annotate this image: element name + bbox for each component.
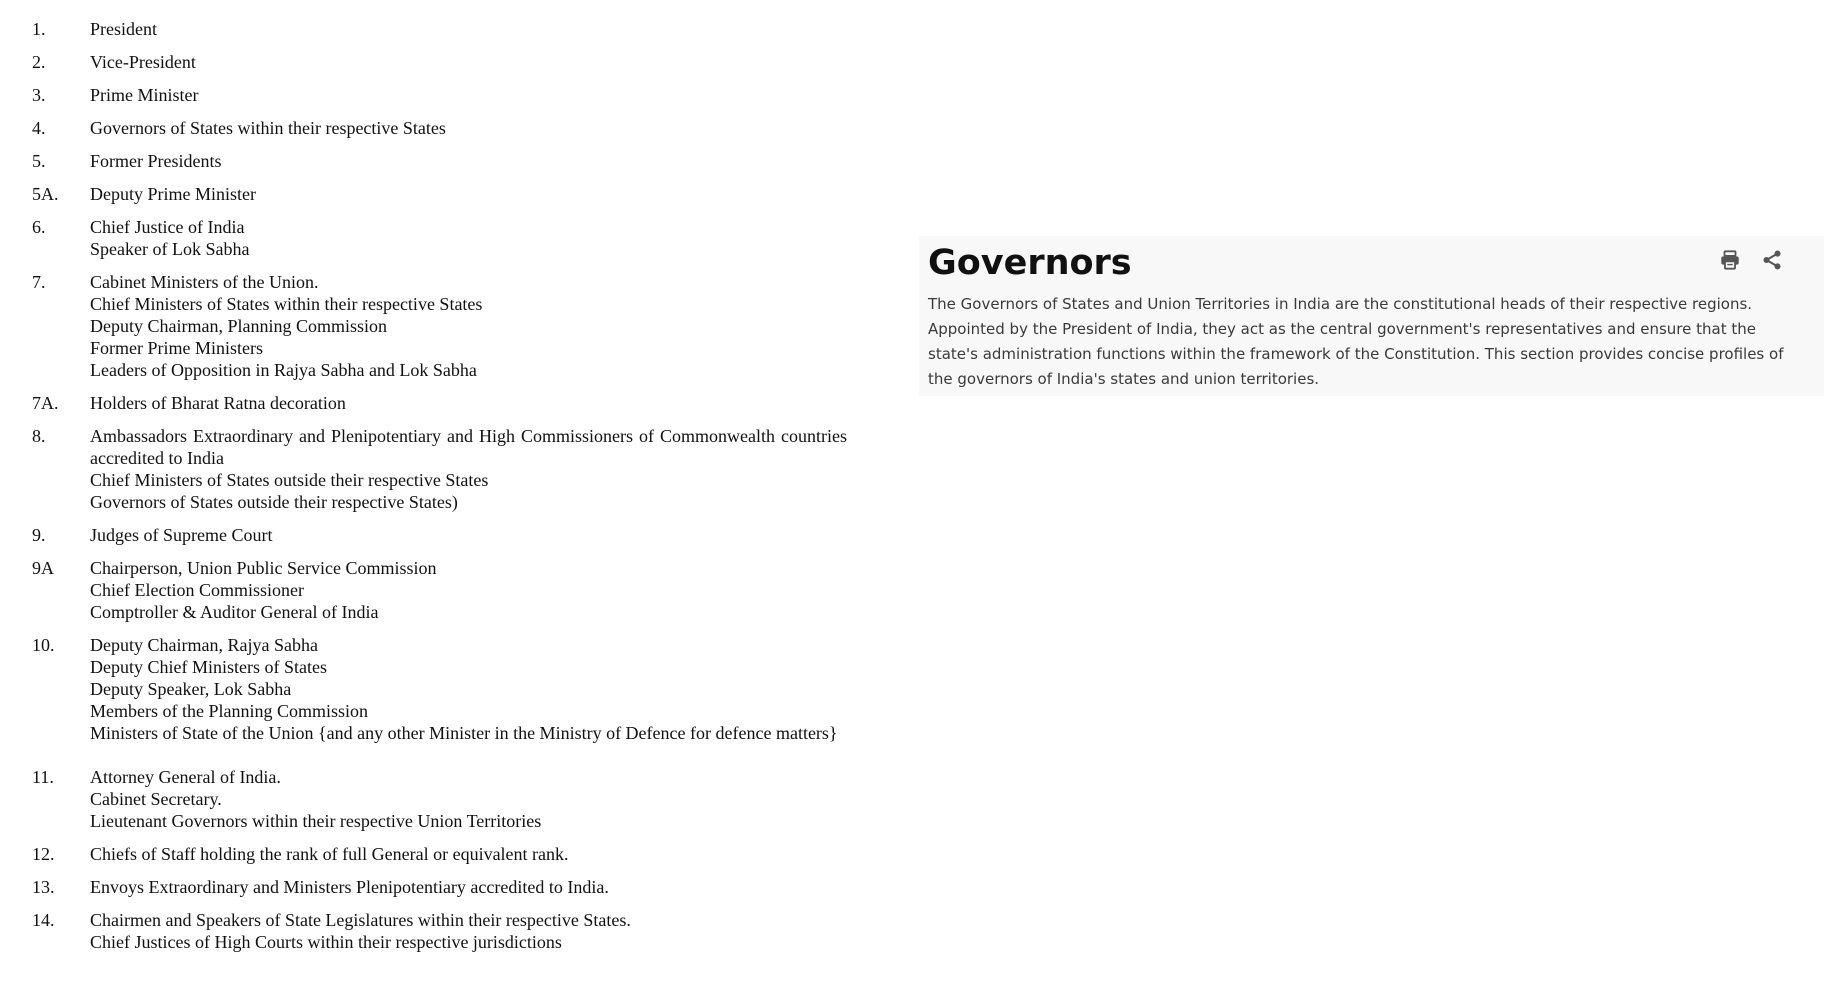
list-item-lines — [90, 183, 847, 205]
list-item-text: Vice-President — [90, 52, 196, 72]
list-item-lines — [90, 766, 847, 832]
list-item-lines — [90, 634, 847, 744]
list-item-number: 5. — [32, 151, 46, 171]
list-item-number: 11. — [32, 767, 54, 787]
list-item — [32, 909, 847, 953]
list-item — [32, 183, 847, 205]
list-item-number: 9A — [32, 558, 54, 578]
list-item-text: Ambassadors Extraordinary and Plenipotentiary and High Commissioners of Commonwealth countries accredited to India — [90, 426, 847, 468]
list-item-text: Envoys Extraordinary and Ministers Plenipotentiary accredited to India. — [90, 877, 609, 897]
panel-title: Governors — [928, 243, 1132, 283]
list-item-text: Holders of Bharat Ratna decoration — [90, 393, 346, 413]
list-item — [32, 876, 847, 898]
list-item-lines — [90, 392, 847, 414]
list-item — [32, 84, 847, 106]
list-item-text: Lieutenant Governors within their respective Union Territories — [90, 811, 542, 831]
list-item — [32, 766, 847, 832]
list-item-number: 8. — [32, 426, 46, 446]
share-icon — [1761, 249, 1783, 271]
list-item — [32, 117, 847, 139]
list-item-lines — [90, 18, 847, 40]
list-item-text: Attorney General of India. — [90, 767, 281, 787]
list-item-number: 4. — [32, 118, 46, 138]
print-button[interactable] — [1718, 248, 1742, 272]
list-item — [32, 557, 847, 623]
list-item-number: 9. — [32, 525, 46, 545]
list-item-number: 6. — [32, 217, 46, 237]
list-item-text: Speaker of Lok Sabha — [90, 239, 250, 259]
list-item — [32, 634, 847, 744]
list-item — [32, 216, 847, 260]
list-item-text: Comptroller & Auditor General of India — [90, 602, 379, 622]
list-item-lines — [90, 271, 847, 381]
list-item-text: President — [90, 19, 157, 39]
list-item — [32, 150, 847, 172]
list-item-number: 3. — [32, 85, 46, 105]
list-item-lines — [90, 150, 847, 172]
list-item-number: 2. — [32, 52, 46, 72]
list-item — [32, 392, 847, 414]
list-item-text: Deputy Chairman, Planning Commission — [90, 316, 387, 336]
list-item — [32, 524, 847, 546]
list-item-text: Chiefs of Staff holding the rank of full General or equivalent rank. — [90, 844, 569, 864]
list-item-number: 14. — [32, 910, 55, 930]
list-item-number: 7A. — [32, 393, 59, 413]
list-item-text: Cabinet Secretary. — [90, 789, 222, 809]
list-item-text: Chief Ministers of States outside their respective States — [90, 470, 489, 490]
list-item-text: Governors of States outside their respective States) — [90, 492, 458, 512]
list-item-text: Deputy Speaker, Lok Sabha — [90, 679, 292, 699]
list-item-text: Deputy Chairman, Rajya Sabha — [90, 635, 318, 655]
list-item-text: Deputy Prime Minister — [90, 184, 256, 204]
list-item-text: Chief Justice of India — [90, 217, 245, 237]
list-item-text: Chief Election Commissioner — [90, 580, 304, 600]
precedence-list — [32, 18, 847, 964]
list-item-text: Ministers of State of the Union {and any other Minister in the Ministry of Defence for defence matters} — [90, 723, 838, 743]
list-item-text: Chairmen and Speakers of State Legislatures within their respective States. — [90, 910, 631, 930]
panel-actions — [1718, 248, 1784, 272]
list-item-lines — [90, 117, 847, 139]
list-item-text: Leaders of Opposition in Rajya Sabha and Lok Sabha — [90, 360, 477, 380]
list-item-lines — [90, 51, 847, 73]
list-item-number: 7. — [32, 272, 46, 292]
list-item-text: Former Presidents — [90, 151, 222, 171]
list-item-lines — [90, 557, 847, 623]
list-item-lines — [90, 876, 847, 898]
list-item-number: 1. — [32, 19, 46, 39]
list-item-lines — [90, 843, 847, 865]
list-item-lines — [90, 524, 847, 546]
list-item-text: Members of the Planning Commission — [90, 701, 368, 721]
list-item-number: 12. — [32, 844, 55, 864]
list-item-text: Chief Ministers of States within their respective States — [90, 294, 483, 314]
list-item-text: Prime Minister — [90, 85, 199, 105]
list-item — [32, 51, 847, 73]
list-item-text: Governors of States within their respective States — [90, 118, 446, 138]
list-item-text: Cabinet Ministers of the Union. — [90, 272, 319, 292]
list-item — [32, 843, 847, 865]
list-item-lines — [90, 84, 847, 106]
share-button[interactable] — [1760, 248, 1784, 272]
list-item-text: Deputy Chief Ministers of States — [90, 657, 327, 677]
list-item — [32, 271, 847, 381]
governors-panel — [919, 236, 1824, 396]
list-item-number: 5A. — [32, 184, 59, 204]
list-item-lines — [90, 216, 847, 260]
list-item-text: Chief Justices of High Courts within their respective jurisdictions — [90, 932, 562, 952]
list-item-text: Judges of Supreme Court — [90, 525, 273, 545]
panel-description: The Governors of States and Union Territories in India are the constitutional heads of their respective regions. Appointed by the President of India, they act as the central government's representatives and ensure that the state's administration functions within the framework of the Constitution. This section provides concise profiles of the governors of India's states and union territories. — [928, 295, 1784, 388]
list-item-text: Former Prime Ministers — [90, 338, 263, 358]
list-item — [32, 18, 847, 40]
list-item-lines — [90, 909, 847, 953]
list-item-lines — [90, 425, 847, 513]
list-item-number: 13. — [32, 877, 55, 897]
print-icon — [1719, 249, 1741, 271]
list-item — [32, 425, 847, 513]
list-item-number: 10. — [32, 635, 55, 655]
list-item-text: Chairperson, Union Public Service Commission — [90, 558, 437, 578]
